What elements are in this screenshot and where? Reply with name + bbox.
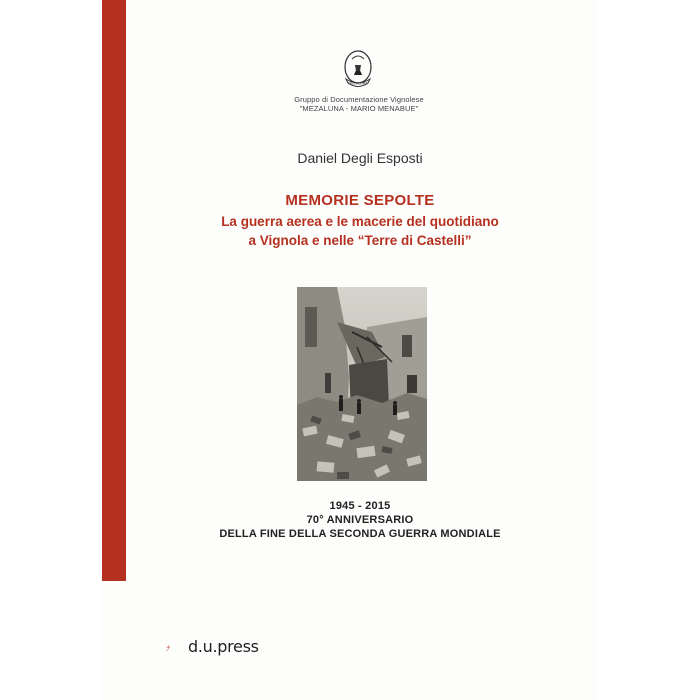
- book-title: MEMORIE SEPOLTE: [285, 192, 435, 209]
- group-name: Gruppo di Documentazione Vignolese: [294, 95, 424, 104]
- group-subname: "MEZALUNA - MARIO MENABUE": [299, 104, 419, 113]
- publisher-name: d.u.press: [188, 637, 259, 656]
- years-range: 1945 - 2015: [329, 500, 391, 512]
- publisher-logo-icon: [166, 633, 188, 663]
- author-name: Daniel Degli Esposti: [297, 150, 423, 166]
- anniversary-label: 70° ANNIVERSARIO: [306, 514, 414, 526]
- group-logo-icon: [338, 45, 378, 93]
- svg-text:MEZALUNA: MEZALUNA: [348, 81, 368, 86]
- subtitle-line-1: La guerra aerea e le macerie del quotidiano: [221, 214, 499, 229]
- anniversary-description: DELLA FINE DELLA SECONDA GUERRA MONDIALE: [219, 528, 501, 540]
- war-ruins-photo: [297, 287, 427, 481]
- subtitle-line-2: a Vignola e nelle “Terre di Castelli”: [248, 233, 472, 248]
- red-spine-band: [102, 0, 126, 581]
